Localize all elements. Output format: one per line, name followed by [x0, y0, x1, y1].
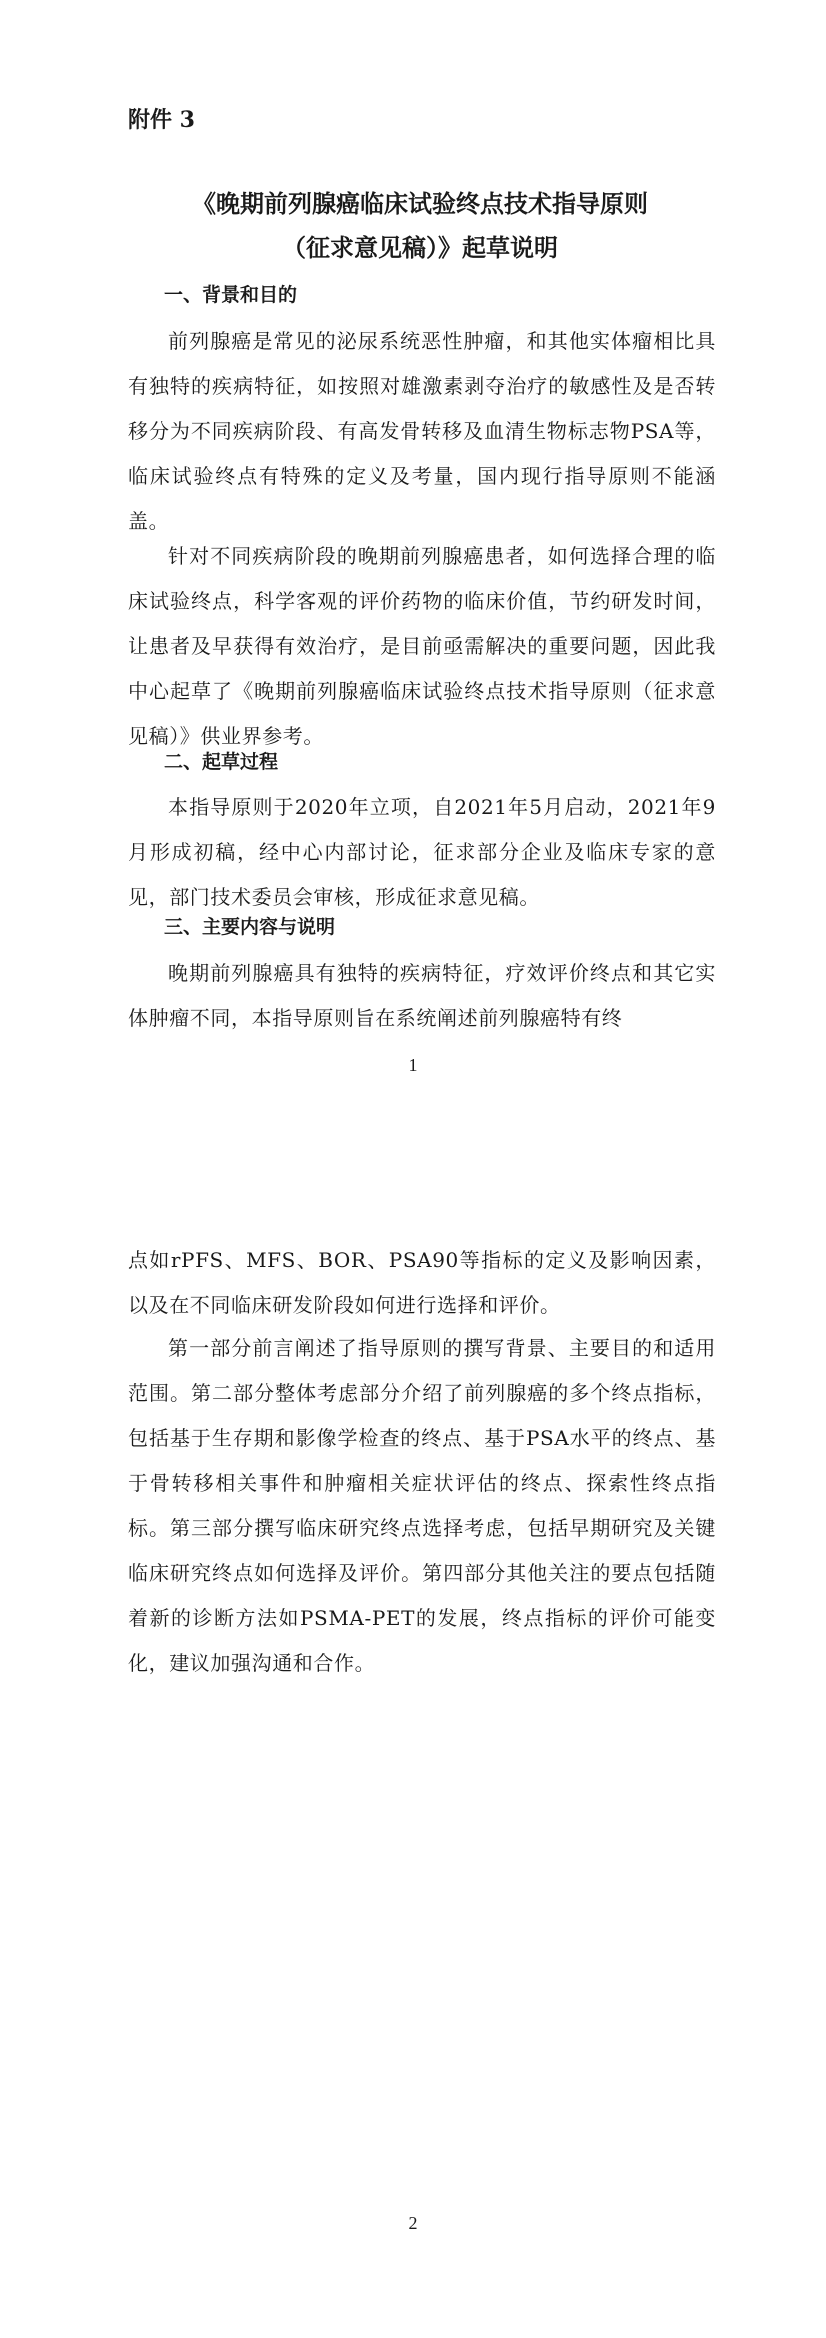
page-number-2: 2: [408, 2213, 418, 2233]
document-title: [120, 182, 720, 270]
paragraph-drafting-process: 本指导原则于2020年立项，自2021年5月启动，2021年9月形成初稿，经中心内部讨论，征求部分企业及临床专家的意见，部门技术委员会审核，形成征求意见稿。: [128, 795, 716, 909]
attachment-label: 附件 3: [128, 107, 195, 133]
paragraph-background-2: 针对不同疾病阶段的晚期前列腺癌患者，如何选择合理的临床试验终点，科学客观的评价药物的临床价值，节约研发时间，让患者及早获得有效治疗，是目前亟需解决的重要问题，因此我中心起草了《晚期前列腺癌临床试验终点技术指导原则（征求意见稿）》供业界参考。: [128, 544, 716, 748]
paragraph-main-content-start: 晚期前列腺癌具有独特的疾病特征，疗效评价终点和其它实体肿瘤不同，本指导原则旨在系统阐述前列腺癌特有终: [128, 961, 716, 1030]
paragraph-main-content-continuation: 点如rPFS、MFS、BOR、PSA90等指标的定义及影响因素，以及在不同临床研发阶段如何进行选择和评价。: [128, 1248, 716, 1317]
paragraph-main-content-parts: 第一部分前言阐述了指导原则的撰写背景、主要目的和适用范围。第二部分整体考虑部分介绍了前列腺癌的多个终点指标，包括基于生存期和影像学检查的终点、基于PSA水平的终点、基于骨转移相关事件和肿瘤相关症状评估的终点、探索性终点指标。第三部分撰写临床研究终点选择考虑，包括早期研究及关键临床研究终点如何选择及评价。第四部分其他关注的要点包括随着新的诊断方法如PSMA-PET的发展，终点指标的评价可能变化，建议加强沟通和合作。: [128, 1336, 716, 1675]
document-title-line-1: 《晚期前列腺癌临床试验终点技术指导原则: [192, 189, 648, 218]
document-title-line-2: （征求意见稿）》起草说明: [282, 233, 558, 262]
section-heading-background: 一、背景和目的: [164, 284, 298, 306]
section-heading-drafting-process: 二、起草过程: [164, 751, 279, 773]
document-page-2: [0, 1169, 826, 2338]
page-number-1: 1: [408, 1055, 418, 1075]
paragraph-background-1: 前列腺癌是常见的泌尿系统恶性肿瘤，和其他实体瘤相比具有独特的疾病特征，如按照对雄激素剥夺治疗的敏感性及是否转移分为不同疾病阶段、有高发骨转移及血清生物标志物PSA等，临床试验终点有特殊的定义及考量，国内现行指导原则不能涵盖。: [128, 329, 716, 533]
section-heading-main-content: 三、主要内容与说明: [164, 916, 336, 938]
